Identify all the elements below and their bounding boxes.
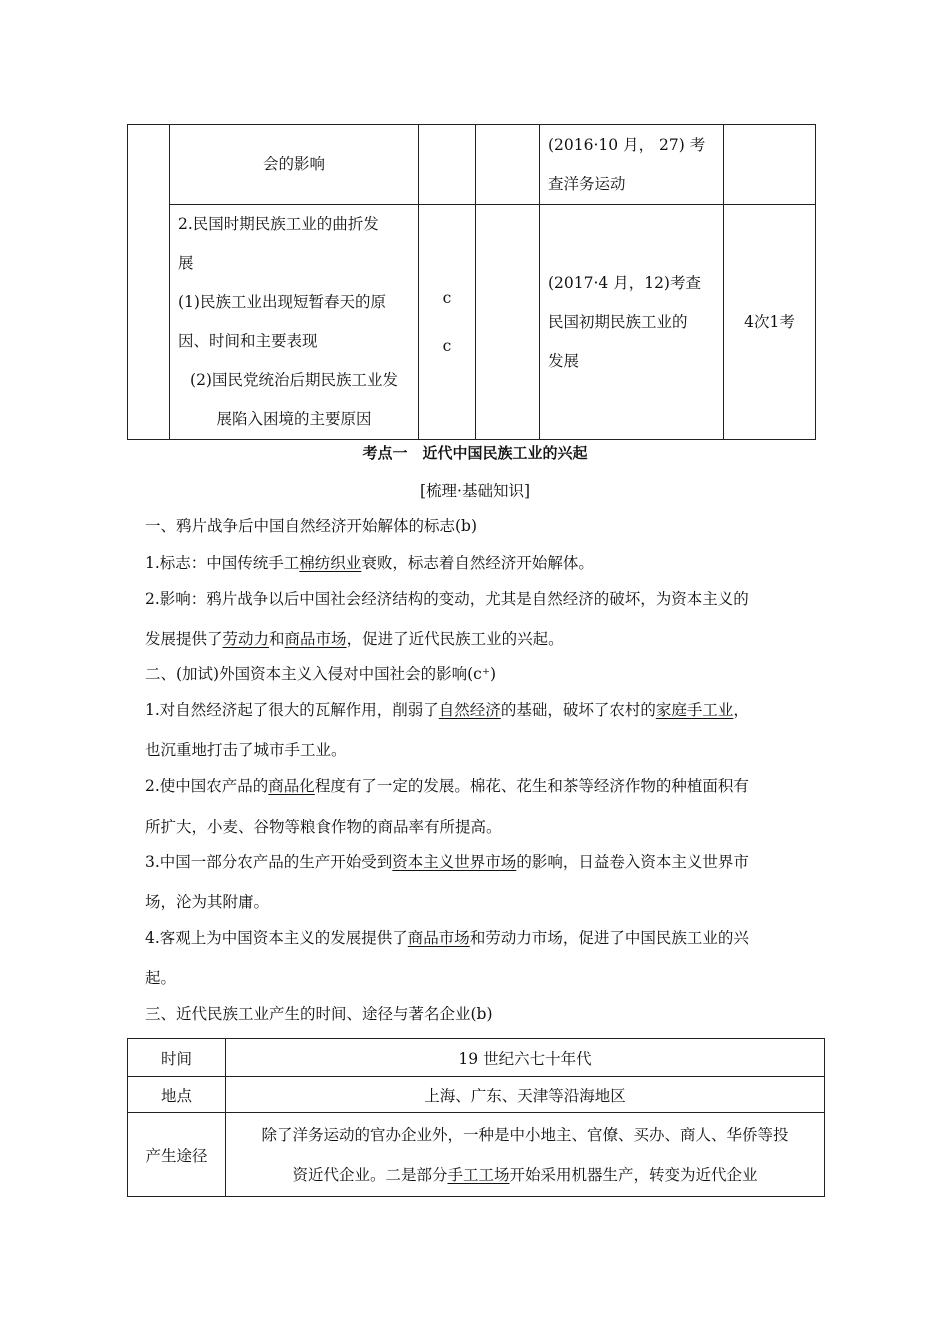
- part1-item2-line1: 2.影响：鸦片战争以后中国社会经济结构的变动，尤其是自然经济的破坏，为资本主义的: [145, 590, 749, 608]
- place-label: 地点: [128, 1077, 226, 1113]
- part1-item2-line2: 发展提供了劳动力和商品市场，促进了近代民族工业的兴起。: [145, 630, 564, 648]
- top-table: [127, 124, 816, 440]
- level-b: c: [442, 337, 452, 355]
- content-cell: 2.民国时期民族工业的曲折发 展 (1)民族工业出现短暂春天的原 因、时间和主要表现 (2)国民党统治后期民族工业发 展陷入困境的主要原因: [170, 205, 419, 440]
- frequency-cell: 4次1考: [724, 205, 816, 440]
- part2-item4-line2: 起。: [145, 969, 177, 987]
- path-label: 产生途径: [128, 1113, 226, 1197]
- section-subtitle: [梳理·基础知识]: [419, 482, 531, 500]
- level-cell: [419, 205, 476, 440]
- part2-item2-line1: 2.使中国农产品的商品化程度有了一定的发展。棉花、花生和茶等经济作物的种植面积有: [145, 777, 749, 795]
- part2-item1-line1: 1.对自然经济起了很大的瓦解作用，削弱了自然经济的基础，破坏了农村的家庭手工业，: [145, 701, 749, 719]
- part2-item1-line2: 也沉重地打击了城市手工业。: [145, 741, 347, 759]
- part2-heading: 二、(加试)外国资本主义入侵对中国社会的影响(c⁺): [145, 665, 497, 683]
- part2-item3-line1: 3.中国一部分农产品的生产开始受到资本主义世界市场的影响，日益卷入资本主义世界市: [145, 853, 749, 871]
- content-cell: 会的影响: [170, 125, 419, 205]
- place-value: 上海、广东、天津等沿海地区: [226, 1077, 825, 1113]
- example-cell: (2017·4 月，12)考查 民国初期民族工业的 发展: [540, 205, 724, 440]
- left-blank-cell: [128, 125, 170, 440]
- part2-item3-line2: 场，沦为其附庸。: [145, 893, 270, 911]
- section-title: 考点一 近代中国民族工业的兴起: [362, 444, 588, 462]
- part2-item4-line1: 4.客观上为中国资本主义的发展提供了商品市场和劳动力市场，促进了中国民族工业的兴: [145, 929, 749, 947]
- time-label: 时间: [128, 1039, 226, 1077]
- path-value: 除了洋务运动的官办企业外，一种是中小地主、官僚、买办、商人、华侨等投 资近代企业。二是部分手工工场开始采用机器生产，转变为近代企业: [226, 1113, 825, 1197]
- part2-item2-line2: 所扩大，小麦、谷物等粮食作物的商品率有所提高。: [145, 818, 502, 836]
- example-cell: (2016·10 月， 27) 考 查洋务运动: [540, 125, 724, 205]
- part3-heading: 三、近代民族工业产生的时间、途径与著名企业(b): [145, 1005, 493, 1023]
- bottom-table: [127, 1038, 825, 1197]
- time-value: 19 世纪六七十年代: [226, 1039, 825, 1077]
- part1-item1: 1.标志：中国传统手工棉纺织业衰败，标志着自然经济开始解体。: [145, 554, 594, 572]
- level-a: c: [442, 289, 452, 307]
- part1-heading: 一、鸦片战争后中国自然经济开始解体的标志(b): [145, 517, 478, 535]
